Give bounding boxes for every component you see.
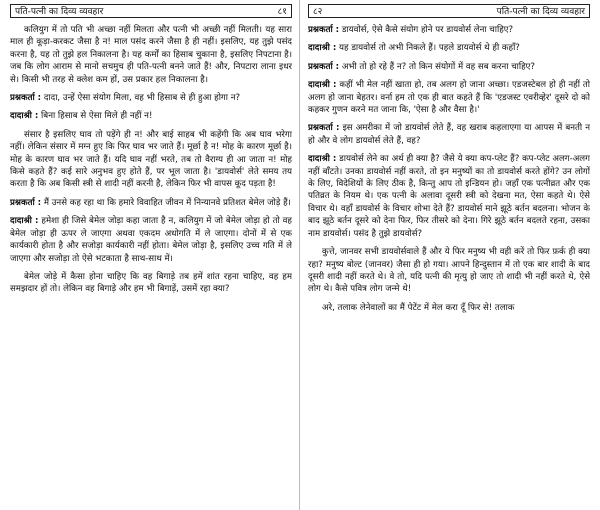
answer-paragraph: दादाश्री : बिना हिसाब से ऐसा मिले ही नहीं न! — [10, 111, 153, 122]
paragraph: संसार है इसलिए घाव तो पड़ेंगे ही न! और बाई साहब भी कहेंगी कि अब घाव भरेगा नहीं। लेकिन संसार में मग्न हुए कि फिर घाव भर जाते हैं। मूर्छा है न! मोह के कारण मूर्छा है। मोह के कारण घाव भर जाते हैं। यदि घाव नहीं भरते, तब तो वैराग्य ही आ जाता न! मोह किसे कहते हैं? कई सारे अनुभव हुए होते हैं, पर भूल जाता है। 'डायवोर्स' लेते समय तय करता है कि अब किसी स्त्री से शादी नहीं करनी है, लेकिन फिर भी वापस कूद पड़ता है! — [10, 129, 292, 190]
speaker-label: दादाश्री : — [308, 80, 337, 91]
answer-paragraph: दादाश्री : हमेशा ही जिसे बेमेल जोड़ा कहा जाता है न, कलियुग में जो बेमेल जोड़ा हो तो वह बेमेल जोड़ा ही ऊपर ले जाएगा अथवा एकदम अधोगति में ले जाएगा। दोनों में से एक कार्यकारी होता है और सजोड़ा कार्यकारी नहीं होता। बेमेल जोड़ा है, इसलिए उच्च गति में ले जाएगा और सजोड़ा तो ऐसे भटकाता है साथ-साथ में। — [10, 216, 292, 264]
speaker-label: दादाश्री : — [10, 111, 39, 122]
right-page-header — [308, 4, 590, 18]
right-page — [300, 0, 600, 510]
right-page-number: ८२ — [313, 7, 323, 17]
speaker-label: दादाश्री : — [308, 154, 337, 165]
paragraph: बेमेल जोड़े में कैसा होना चाहिए कि वह बिगाड़े तब हमें शांत रहना चाहिए, वह हम समझदार हों तो। लेकिन वह बिगाड़े और हम भी बिगाड़ें, उसमें रहा क्या? — [10, 271, 292, 295]
paragraph: कुत्ते, जानवर सभी डायवोर्सवाले हैं और ये फिर मनुष्य भी वही करें तो फिर फ़र्क ही क्या रहा? मनुष्य बोल्ट (जानवर) जैसा ही हो गया। आपने हिन्दुस्तान में तो एक बार शादी के बाद दूसरी शादी नहीं करते थे। वे तो, यदि पत्नी की मृत्यु हो जाए तो शादी भी नहीं करते थे, ऐसे लोग थे। कैसे पवित्र लोग जन्मे थे! — [308, 247, 590, 295]
speaker-label: प्रश्नकर्ता : — [10, 197, 42, 208]
question-paragraph: प्रश्नकर्ता : इस अमरीका में जो डायवोर्स लेते हैं, वह खराब कहलाएगा या आपस में बनती न हो और वे लोग डायवोर्स लेते हैं, वह? — [308, 123, 590, 146]
answer-paragraph: दादाश्री : कहीं भी मेल नहीं खाता हो, तब अलग हो जाना अच्छा। एडजस्टेबल हो ही नहीं तो अलग हो जाना बेहतर। वर्ना हम तो एक ही बात कहते हैं कि 'एडजस्ट एवरीव्हेर' दूसरे दो को कहकर गुणन करने मत जाना कि, 'ऐसा है और वैसा है।' — [308, 80, 590, 116]
speaker-label: प्रश्नकर्ता : — [308, 123, 340, 134]
speaker-label: प्रश्नकर्ता : — [10, 93, 42, 104]
left-page-number: ८१ — [277, 7, 287, 17]
speaker-label: दादाश्री : — [10, 216, 39, 227]
speaker-label: प्रश्नकर्ता : — [308, 61, 340, 72]
left-page-header — [10, 4, 292, 18]
paragraph: कलियुग में तो पति भी अच्छा नहीं मिलता और पत्नी भी अच्छी नहीं मिलती। यह सारा माल ही कूड़ा-करकट जैसा है न! माल पसंद करने जैसा है ही नहीं। इसलिए, यह तुझे पसंद करना है, यह तो तुझे हल निकालना है। यह कर्मों का हिसाब चुकाना है, इसलिए निपटाना है। जब कि लोग आराम से मानो सचमुच ही पति-पत्नी बनने जाते हैं! और, निपटारा लाना इधर से। किसी भी तरह से क्लेश कम हों, उस प्रकार हल निकालना है। — [10, 25, 292, 85]
paragraph: अरे, तलाक लेनेवालों का मैं पेटेंट में मेल करा दूँ फिर से! तलाक — [322, 302, 515, 313]
speaker-label: प्रश्नकर्ता : — [308, 25, 340, 35]
left-running-title: पति-पत्नी का दिव्य व्यवहार — [15, 7, 104, 17]
right-running-title: पति-पत्नी का दिव्य व्यवहार — [496, 7, 585, 17]
right-page-body — [308, 24, 590, 504]
question-paragraph: प्रश्नकर्ता : मैं उनसे कह रहा था कि हमारे विवाहित जीवन में निन्यानवे प्रतिशत बेमेल जोड़े हैं। — [10, 197, 291, 208]
question-paragraph: प्रश्नकर्ता : दादा, उन्हें ऐसा संयोग मिला, वह भी हिसाब से ही हुआ होगा न? — [10, 93, 241, 104]
question-paragraph: प्रश्नकर्ता : अभी तो हो रहे हैं न? तो किन संयोगों में वह सब करना चाहिए? — [308, 61, 535, 72]
answer-paragraph: दादाश्री : डायवोर्स लेने का अर्थ ही क्या है? जैसे ये क्या कप-प्लेट हैं? कप-प्लेट अलग-अलग नहीं बाँटते। उनका डायवोर्स नहीं करते, तो इन मनुष्यों का तो डायवोर्स करते होंगे? उन लोगों के लिए, विदेशियों के लिए ठीक है, किन्तु आप तो इन्डियन हो। जहाँ एक पत्नीव्रत और एक पतिव्रत के नियम थे। एक पत्नी के अलावा दूसरी स्त्री को देखना मत, ऐसा कहते थे। ऐसे विचार थे। वहाँ डायवोर्स के विचार शोभा देते हैं? डायवोर्स माने झूठे बर्तन बदलना। भोजन के बाद झूठे बर्तन दूसरे को देना फिर, फिर तीसरे को देना। गिरे झूठे बर्तन बदलते रहना, उसका नाम डायवोर्स। पसंद है तुझे डायवोर्स? — [308, 154, 590, 239]
answer-paragraph: दादाश्री : यह डायवोर्स तो अभी निकले हैं। पहले डायवोर्स थे ही कहाँ? — [308, 43, 520, 54]
speaker-label: दादाश्री : — [308, 43, 337, 54]
question-paragraph: प्रश्नकर्ता : डायवोर्स, ऐसे कैसे संयोग होने पर डायवोर्स लेना चाहिए? — [308, 25, 514, 35]
left-page-body — [10, 24, 292, 504]
